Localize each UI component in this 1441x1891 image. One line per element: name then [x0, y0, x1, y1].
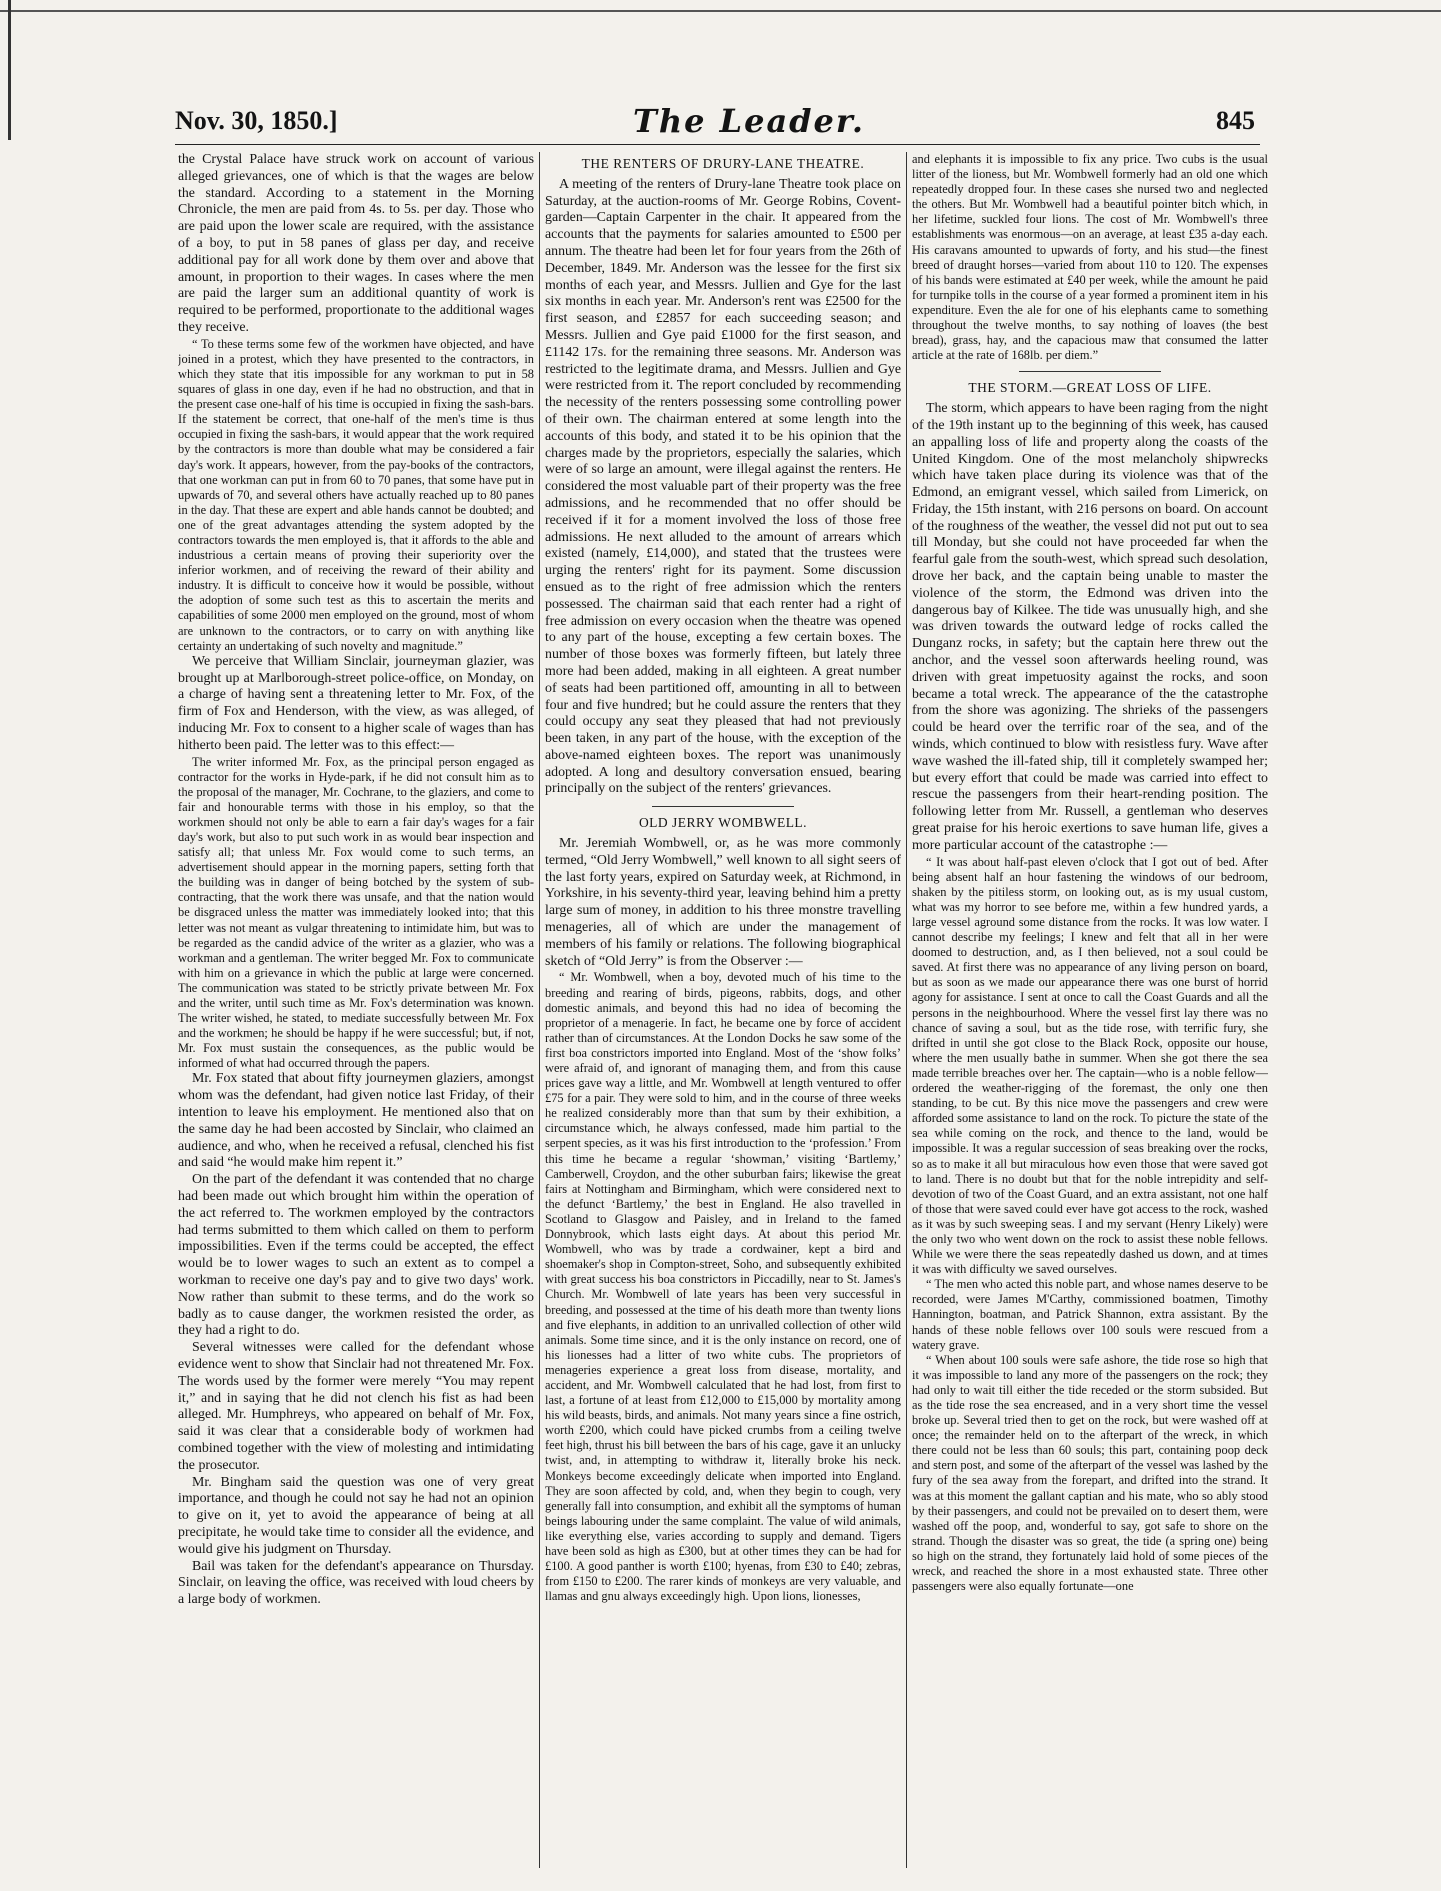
article-heading: THE RENTERS OF DRURY-LANE THEATRE.	[581, 156, 865, 171]
top-border-rule	[0, 10, 1441, 12]
paragraph: The storm, which appears to have been raging from the night of the 19th instant up to the beginning of this week, has caused an appalling loss of life and property along the coasts of the United Kingdom. One of the most melancholy shipwrecks which have taken place during its violence was that of the Edmond, an emigrant vessel, which sailed from Limerick, on Friday, the 15th instant, with 216 persons on board. On account of the roughness of the weather, the vessel did not put out to sea till Monday, but she could not have proceeded far when the fearful gale from the south-west, which spread such desolation, drove her back, and the captain being unable to master the violence of the storm, the Edmond was driven into the dangerous bay of Kilkee. The tide was unusually high, and she was driven towards the outward ledge of rocks called the Dunganz rocks, in safety; but the captain here threw out the anchor, and the vessel soon afterwards heeling round, was driven with great impetuosity against the rocks, and soon became a total wreck. The appearance of the the catastrophe from the shore was agonizing. The shrieks of the passengers could be heard over the terrific roar of the sea, and of the winds, which continued to blow with resistless fury. Wave after wave washed the ill-fated ship, till it completely swamped her; but every effort that could be made was carried into effect to rescue the passengers from their heart-rending position. The following letter from Mr. Russell, a gentleman who deserves great praise for his heroic exertions to save human life, gives a more particular account of the catastrophe :—	[912, 401, 1268, 853]
column-divider	[539, 152, 540, 1868]
article-heading: OLD JERRY WOMBWELL.	[638, 815, 808, 831]
paragraph: Bail was taken for the defendant's appearance on Thursday. Sinclair, on leaving the office, was received with loud cheers by a large body of workmen.	[178, 1558, 534, 1608]
paragraph: A meeting of the renters of Drury-lane Theatre took place on Saturday, at the auction-rooms of Mr. George Robins, Covent-garden—Captain Carpenter in the chair. It appeared from the accounts that the payments for salaries amounted to £500 per annum. The theatre had been let for four years from the 26th of December, 1849. Mr. Anderson was the lessee for the first six months of each year, and Messrs. Jullien and Gye for the last six months in each year. Mr. Anderson's rent was £2500 for the first season, and £2857 for each succeeding season; and Messrs. Jullien and Gye paid £1000 for the first season, and £1142 17s. for the remaining three seasons. Mr. Anderson was restricted to the legitimate drama, and Messrs. Jullien and Gye were restricted from it. The report concluded by recommending the necessity of the renters possessing some controlling power of their own. The chairman entered at some length into the accounts of this body, and stated it to be his opinion that the charges made by the proprietors, especially the salaries, which were of so large an amount, were illegal against the renters. He considered the most valuable part of their property was the free admissions, and he recommended that no offer should be received if it for a moment involved the loss of those free admissions. He next alluded to the amount of arrears which existed (namely, £14,000), and stated that the trustees were urging the renters' right for its payment. Some discussion ensued as to the right of free admission which the renters possessed. The chairman said that each renter had a right of free admission on every occasion when the theatre was opened to any part of the house, excepting a few certain boxes. The number of those boxes was formerly fifteen, but lately three more had been added, making in all eighteen. A great number of seats had been partitioned off, amounting in all to between four and five hundred; but he could assure the renters that they could occupy any seat they pleased that had not previously been taken, in any part of the house, with the exception of the above-named eighteen boxes. The report was unanimously adopted. A long and desultory conversation ensued, bearing principally on the subject of the renters' grievances.	[545, 176, 901, 797]
left-binding-edge	[8, 0, 11, 140]
masthead	[175, 102, 1255, 142]
article-heading: THE STORM.—GREAT LOSS OF LIFE.	[968, 380, 1212, 396]
paper-title: The Leader.	[633, 102, 865, 140]
column-divider	[906, 152, 907, 1868]
quoted-paragraph: “ To these terms some few of the workmen have objected, and have joined in a protest, which they have presented to the contractors, in which they state that itis impossible for any workman to put in 58 squares of glass in one day, even if he had no obstruction, and that in the present case one-half of his time is occupied in fixing the sash-bars. If the statement be correct, that one-half of the men's time is thus occupied in fixing the sash-bars, it would appear that the work required by the contractors is more than double what may be considered a fair day's work. It appears, however, from the pay-books of the contractors, that one workman can put in from 60 to 70 panes, that some have put in upwards of 70, and several others have actually reached up to 80 panes in the day. That these are expert and able hands cannot be doubted; and one of the great advantages attending the system adopted by the contractors towards the men employed is, that it affords to the able and industrious a certain means of proving their superiority over the inferior workmen, and of receiving the reward of their ability and industry. It is difficult to conceive how it would be possible, without the adoption of some such test as this to ascertain the merits and capabilities of some 2000 men employed on the ground, most of whom are unknown to the contractors, or to carry on with anything like certainty an undertaking of such novelty and magnitude.”	[178, 336, 534, 653]
page-number: 845	[1216, 106, 1255, 135]
quoted-paragraph: “ It was about half-past eleven o'clock that I got out of bed. After being absent half an hour fastening the windows of our bedroom, shaken by the pitiless storm, on looking out, as is my usual custom, what was my horror to see before me, within a few hundred yards, a large vessel aground some distance from the rocks. It was low water. I cannot describe my feelings; I knew and felt that all in her were doomed to destruction, and, as I then believed, not a soul could be saved. At first there was no appearance of any living person on board, but as soon as we made our appearance there was one burst of horrid agony for assistance. I sent at once to call the Coast Guards and all the persons in the neighbourhood. Where the vessel first lay there was no chance of saving a soul, but as the tide rose, with terrific fury, she drifted in until she got close to the Black Rock, opposite our house, where the men usually bathe in summer. When she got there the sea made terrible breaches over her. The captain—who is a noble fellow—ordered the weather-rigging of the foremast, the only one then standing, to be cut. By this nice move the passengers and crew were afforded some assistance to land on the rock. To picture the state of the sea while coming on the rock, and thence to the land, would be impossible. It was a regular succession of seas breaking over the rocks, so as to make it all but miraculous how even those that were saved got to land. There is no doubt but that for the noble intrepidity and self-devotion of two of the Coast Guard, and an extra assistant, not one half of those that were saved could ever have got access to the rock, washed as it was by such sweeping seas. I and my servant (Henry Likely) were the only two who went down on the rock to assist these noble fellows. While we were there the seas repeatedly dashed us down, and at times it was with difficulty we saved ourselves.	[912, 854, 1268, 1277]
paragraph: Mr. Fox stated that about fifty journeymen glaziers, amongst whom was the defendant, had given notice last Friday, of their intention to leave his employment. He mentioned also that on the same day he had been accosted by Sinclair, who claimed an audience, and who, when he received a refusal, clenched his fist and said “he would make him repent it.”	[178, 1071, 534, 1171]
column-2	[545, 152, 901, 1870]
quoted-paragraph: The writer informed Mr. Fox, as the principal person engaged as contractor for the works in Hyde-park, if he did not consult him as to the proposal of the manager, Mr. Cochrane, to the glaziers, and come to fair and honourable terms with those in his employ, so that the workmen should not only be able to earn a fair day's wages for a fair day's work, but also to put such work in as would bear inspection and satisfy all; that unless Mr. Fox would come to such terms, an advertisement should appear in the morning papers, setting forth that the building was in danger of being botched by the system of sub-contracting, that the work there was unsafe, and that the nation would be disgraced unless the matter was immediately looked into; that this letter was not meant as vulgar threatening to intimidate him, but was to be regarded as the candid advice of the writer as a glazier, who was a workman and a gentleman. The writer begged Mr. Fox to communicate with him on a grievance in which the public at large were concerned. The communication was stated to be strictly private between Mr. Fox and the writer, until such time as Mr. Fox's determination was known. The writer wished, he stated, to mediate successfully between Mr. Fox and the workmen; he should be happy if he were successful; but, if not, Mr. Fox must sustain the consequences, as the public would be informed of what had occurred through the papers.	[178, 754, 534, 1071]
article-separator	[1019, 371, 1161, 372]
paragraph: We perceive that William Sinclair, journeyman glazier, was brought up at Marlborough-street police-office, on Monday, on a charge of having sent a threatening letter to Mr. Fox, of the firm of Fox and Henderson, with the view, as was alleged, of inducing Mr. Fox to consent to a higher scale of wages than has hitherto been paid. The letter was to this effect:—	[178, 653, 534, 753]
paragraph: On the part of the defendant it was contended that no charge had been made out which brought him within the operation of the act referred to. The workmen employed by the contractors had terms submitted to them which called on them to perform impossibilities. Even if the terms could be accepted, the effect would be to lower wages to such an extent as to compel a workman to receive one day's pay and to give two days' work. Now rather than submit to these terms, and do the work so badly as to cause danger, the workmen resisted the order, as they had a right to do.	[178, 1172, 534, 1339]
article-separator	[652, 806, 794, 807]
issue-date: Nov. 30, 1850.]	[175, 106, 338, 135]
paragraph: the Crystal Palace have struck work on account of various alleged grievances, one of which is that the wages are below the standard. According to a statement in the Morning Chronicle, the men are paid from 4s. to 5s. per day. Those who are paid upon the lower scale are required, with the assistance of a boy, to put in 58 panes of glass per day, and receive additional pay for all work done by them over and above that amount, in proportion to their wages. In cases where the men are paid the larger sum an additional quantity of work is required to be performed, proportionate to the additional wages they receive.	[178, 152, 534, 335]
column-3	[912, 152, 1268, 1870]
quoted-paragraph: “ When about 100 souls were safe ashore, the tide rose so high that it was impossible to land any more of the passengers on the rock; they had only to wait till either the tide receded or the storm subsided. But as the tide rose the sea encreased, and in a very short time the vessel broke up. Several tried then to get on the rock, but were washed off at once; the remainder held on to the afterpart of the wreck, in which there could not be less than 60 souls; this part, containing poop deck and stern post, and some of the afterpart of the vessel was lashed by the fury of the sea away from the forepart, and drifted into the strand. It was at this moment the gallant captian and his mate, who so ably stood by their passengers, and could not be prevailed on to desert them, were washed off the poop, and, wonderful to say, got safe to shore on the strand. Though the disaster was so great, the tide (a spring one) being so high on the strand, they fortunately laid hold of some pieces of the wreck, and reached the shore in a most exhausted state. Three other passengers were also equally fortunate—one	[912, 1352, 1268, 1594]
quoted-paragraph: “ Mr. Wombwell, when a boy, devoted much of his time to the breeding and rearing of birds, pigeons, rabbits, dogs, and other domestic animals, and beyond this had no idea of becoming the proprietor of a menagerie. In fact, he became one by force of accident rather than of circumstances. At the London Docks he saw some of the first boa constrictors imported into England. Most of the ‘show folks’ were afraid of, and ignorant of managing them, and from this cause prices gave way a little, and Mr. Wombwell at length ventured to offer £75 for a pair. They were sold to him, and in the course of three weeks he realized considerably more than that sum by their exhibition, a circumstance which, he always confessed, made him partial to the serpent species, as it was his first introduction to the ‘profession.’ From this time he became a regular ‘showman,’ visiting ‘Bartlemy,’ Camberwell, Croydon, and the other suburban fairs; likewise the great fairs at Nottingham and Birmingham, which were considered next to the defunct ‘Bartlemy,’ the best in England. He also travelled in Scotland to Glasgow and Paisley, and in Ireland to the famed Donnybrook, which lasts eight days. At about this period Mr. Wombwell, who was by trade a cordwainer, kept a bird and shoemaker's shop in Compton-street, Soho, and subsequently exhibited with great success his boa constrictors in Piccadilly, near to St. James's Church. Mr. Wombwell of late years has been very successful in breeding, and possessed at the time of his death more than twenty lions and five elephants, in addition to an unrivalled collection of other wild animals. Some time since, and it is the only instance on record, one of his lionesses had a litter of two white cubs. The proprietors of menageries experience a great loss from disease, mortality, and accident, and Mr. Wombwell calculated that he had lost, from first to last, a fortune of at least from £12,000 to £15,000 by mortality among his wild beasts, birds, and animals. Not many years since a fine ostrich, worth £200, which could have picked crumbs from a ceiling twelve feet high, thrust his bill between the bars of his cage, gave it an unlucky twist, and, in attempting to withdraw it, literally broke his neck. Monkeys become exceedingly delicate when imported into England. They are soon affected by cold, and, when they begin to cough, very generally fall into consumption, and exhibit all the symptoms of human beings labouring under the same complaint. The value of wild animals, like everything else, varies according to supply and demand. Tigers have been sold as high as £300, but at other times they can be had for £100. A good panther is worth £100; hyenas, from £30 to £40; zebras, from £150 to £200. The rarer kinds of monkeys are very valuable, and llamas and gnu always exceedingly high. Upon lions, lionesses,	[545, 970, 901, 1604]
paragraph: Several witnesses were called for the defendant whose evidence went to show that Sinclair had not threatened Mr. Fox. The words used by the former were merely “You may repent it,” and in saying that he did not clench his fist as had been alleged. Mr. Humphreys, who appeared on behalf of Mr. Fox, said it was clear that a considerable body of workmen had combined together with the view of molesting and intimidating the prosecutor.	[178, 1340, 534, 1473]
paragraph: Mr. Jeremiah Wombwell, or, as he was more commonly termed, “Old Jerry Wombwell,” well known to all sight seers of the last forty years, expired on Saturday week, at Richmond, in Yorkshire, in his seventy-third year, leaving behind him a pretty large sum of money, in addition to his three monstre travelling menageries, all of which are under the management of members of his family or relations. The following biographical sketch of “Old Jerry” is from the Observer :—	[545, 836, 901, 969]
column-1	[178, 152, 534, 1870]
paragraph: Mr. Bingham said the question was one of very great importance, and though he could not say he had not an opinion to give on it, yet to avoid the appearance of being at all precipitate, he would take time to consider all the evidence, and would give his judgment on Thursday.	[178, 1474, 534, 1557]
quoted-paragraph: and elephants it is impossible to fix any price. Two cubs is the usual litter of the lioness, but Mr. Wombwell formerly had an old one which repeatedly dropped four. In these cases she nursed two and neglected the others. But Mr. Wombwell had a beautiful pointer bitch which, in her lifetime, suckled four lions. The cost of Mr. Wombwell's three establishments was enormous—on an average, at least £35 a-day each. His caravans amounted to upwards of forty, and his stud—the finest breed of draught horses—varied from about 110 to 120. The expenses of his bands were estimated at £40 per week, while the amount he paid for turnpike tolls in the course of a year formed a prominent item in his expenditure. Even the ale for one of his elephants came to something throughout the twelve months, to say nothing of loaves (the best bread), grass, hay, and the capacious maw that consumed the latter article at the rate of 168lb. per diem.”	[912, 152, 1268, 363]
masthead-rule	[175, 144, 1260, 145]
quoted-paragraph: “ The men who acted this noble part, and whose names deserve to be recorded, were James M'Carthy, commissioned boatmen, Timothy Hannington, boatman, and Patrick Shannon, extra assistant. By the hands of these noble fellows over 100 souls were rescued from a watery grave.	[912, 1277, 1268, 1352]
